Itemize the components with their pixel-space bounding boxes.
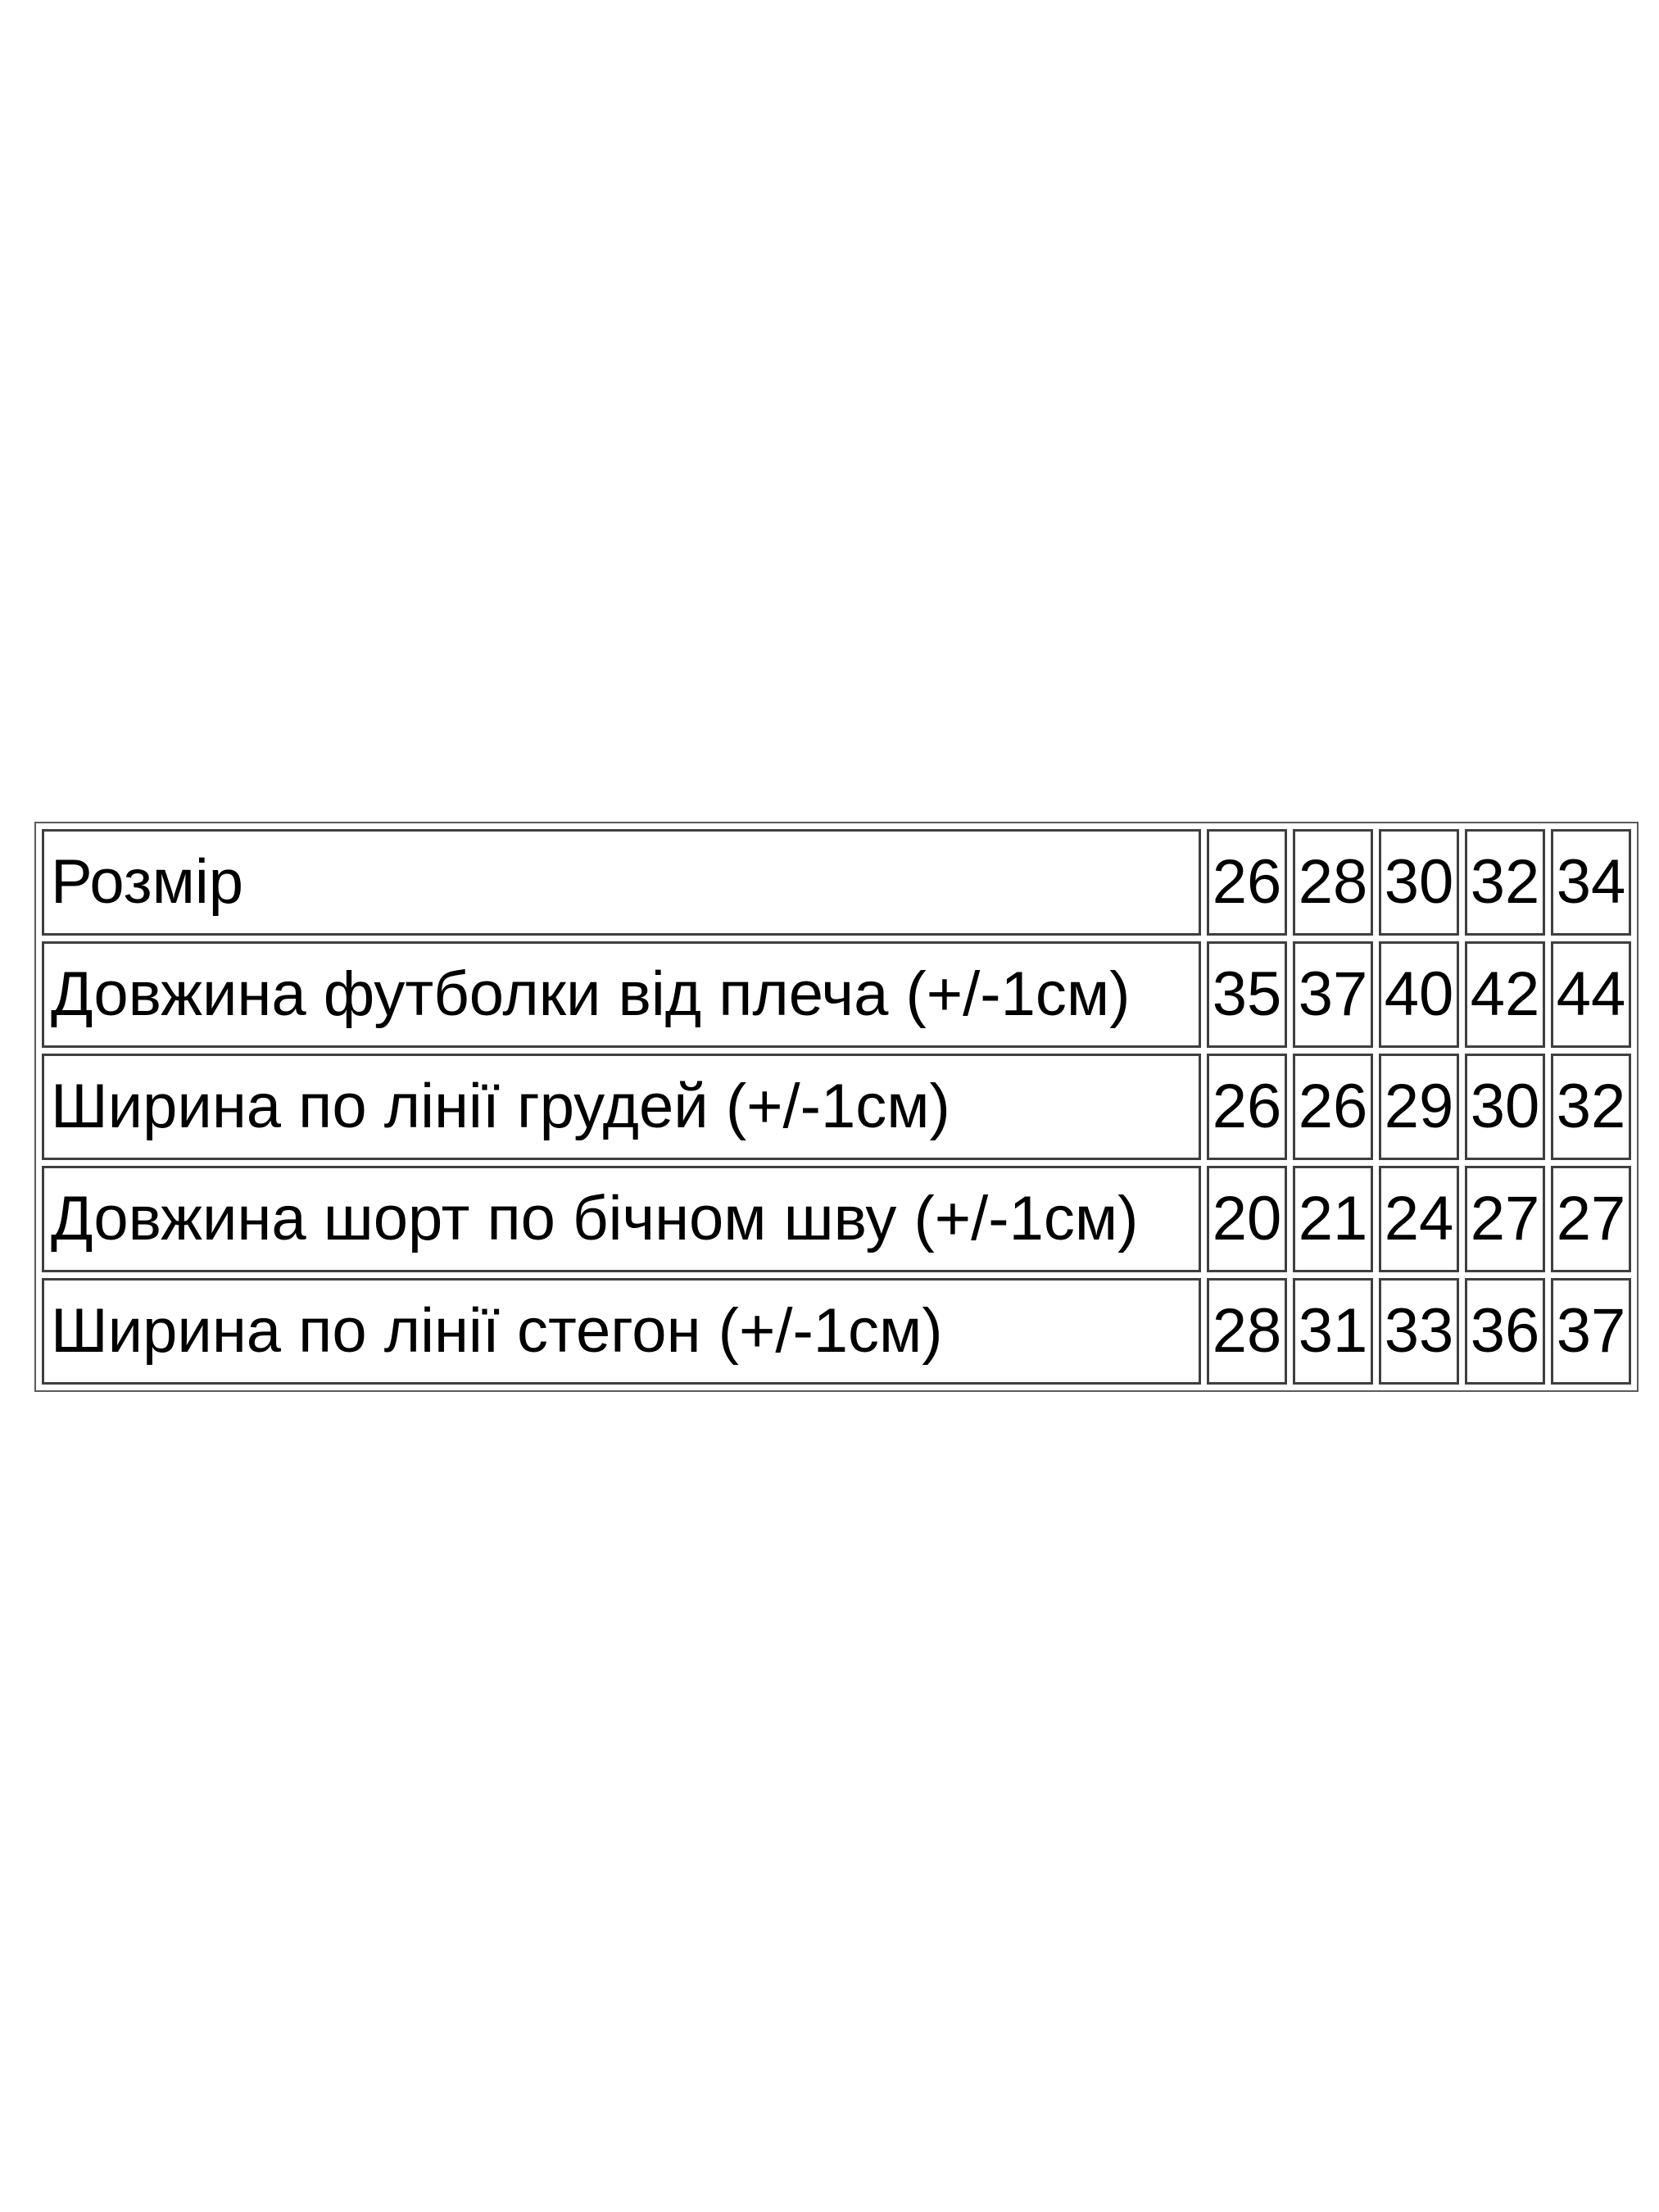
size-value-cell: 29 <box>1379 1054 1459 1160</box>
size-value-cell: 44 <box>1551 941 1631 1048</box>
size-value-cell: 36 <box>1465 1278 1545 1385</box>
size-value-cell: 32 <box>1551 1054 1631 1160</box>
size-value-cell: 28 <box>1207 1278 1287 1385</box>
table-row-shorts-length <box>42 1166 1631 1272</box>
size-value-cell: 32 <box>1465 829 1545 936</box>
row-label: Ширина по лінії стегон (+/-1см) <box>42 1278 1201 1385</box>
size-value-cell: 31 <box>1293 1278 1373 1385</box>
size-value-cell: 33 <box>1379 1278 1459 1385</box>
size-value-cell: 37 <box>1551 1278 1631 1385</box>
table-row-size <box>42 829 1631 936</box>
row-label: Довжина футболки від плеча (+/-1см) <box>42 941 1201 1048</box>
row-label: Розмір <box>42 829 1201 936</box>
size-value-cell: 26 <box>1207 1054 1287 1160</box>
size-value-cell: 30 <box>1465 1054 1545 1160</box>
size-value-cell: 27 <box>1551 1166 1631 1272</box>
size-value-cell: 26 <box>1293 1054 1373 1160</box>
row-label: Довжина шорт по бічном шву (+/-1см) <box>42 1166 1201 1272</box>
size-value-cell: 37 <box>1293 941 1373 1048</box>
size-value-cell: 20 <box>1207 1166 1287 1272</box>
size-chart <box>34 822 1639 1392</box>
size-value-cell: 24 <box>1379 1166 1459 1272</box>
size-value-cell: 40 <box>1379 941 1459 1048</box>
size-value-cell: 42 <box>1465 941 1545 1048</box>
table-row-shirt-length <box>42 941 1631 1048</box>
size-chart-table <box>34 822 1639 1392</box>
size-value-cell: 34 <box>1551 829 1631 936</box>
size-value-cell: 28 <box>1293 829 1373 936</box>
size-value-cell: 30 <box>1379 829 1459 936</box>
size-value-cell: 21 <box>1293 1166 1373 1272</box>
row-label: Ширина по лінії грудей (+/-1см) <box>42 1054 1201 1160</box>
size-value-cell: 27 <box>1465 1166 1545 1272</box>
table-row-chest-width <box>42 1054 1631 1160</box>
size-value-cell: 26 <box>1207 829 1287 936</box>
size-value-cell: 35 <box>1207 941 1287 1048</box>
table-row-hip-width <box>42 1278 1631 1385</box>
